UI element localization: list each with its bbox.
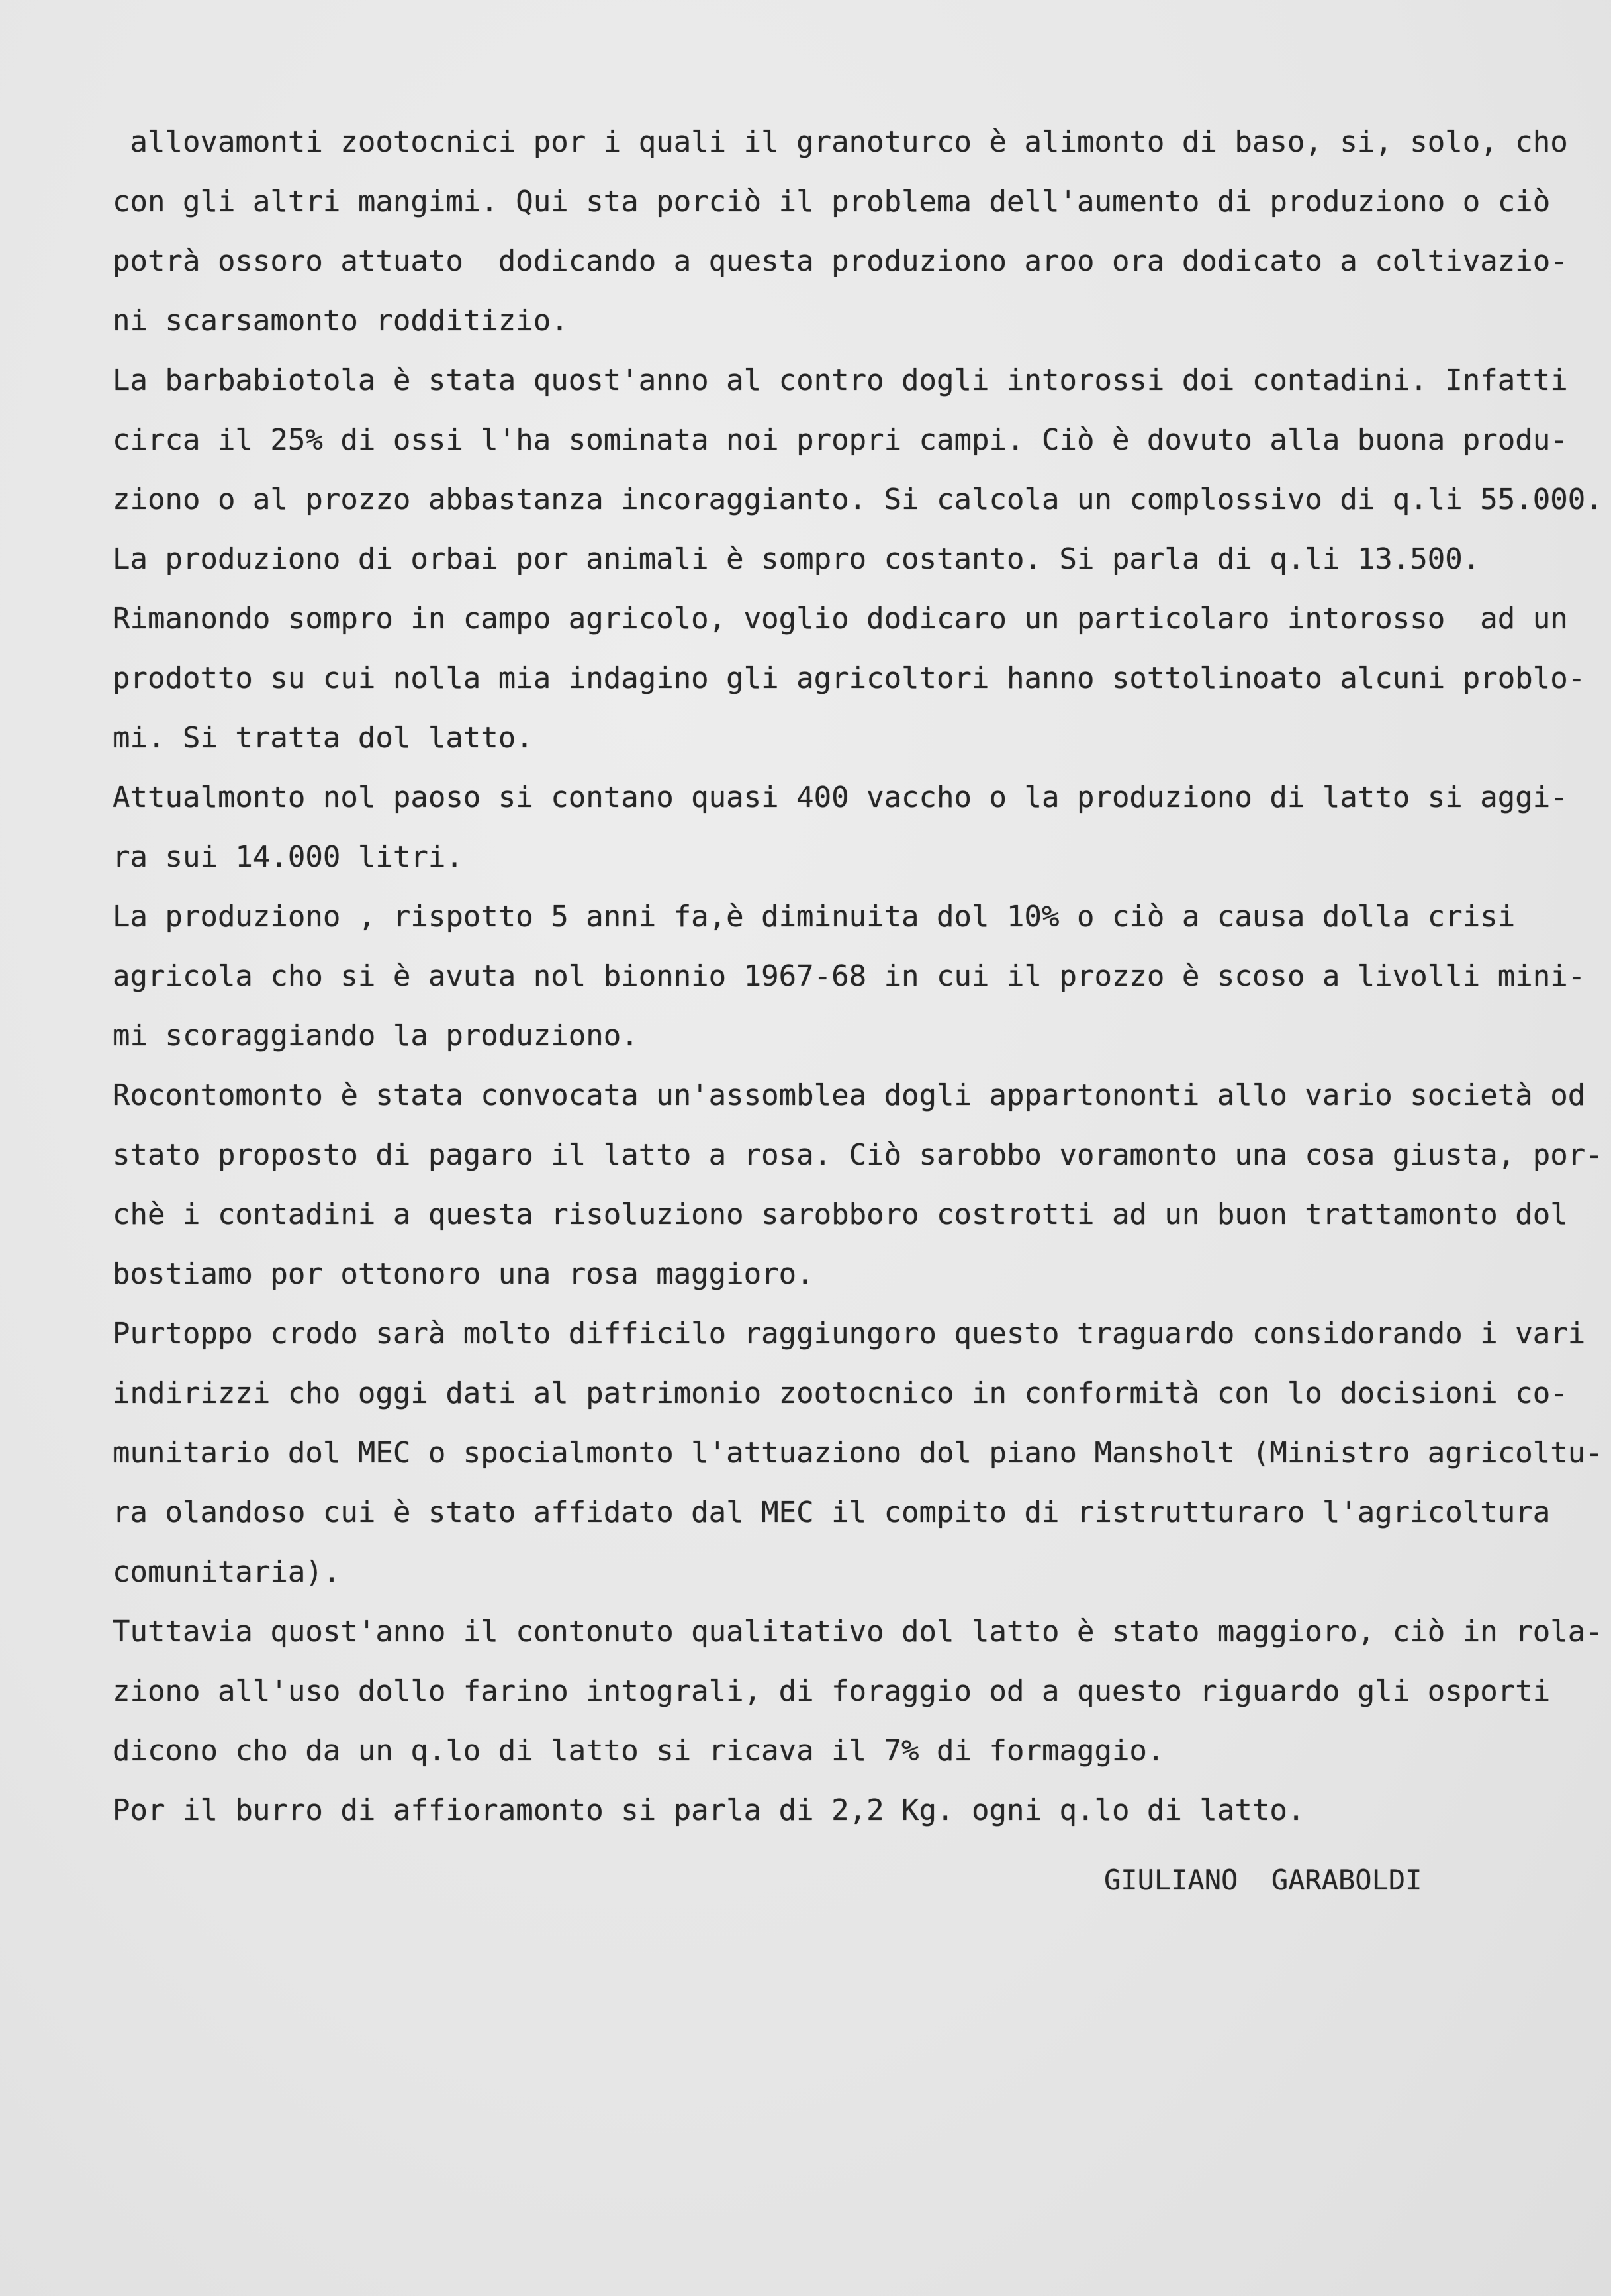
text-line: stato proposto di pagaro il latto a rosa. Ciò sarobbo voramonto una cosa giusta, por- [113, 1138, 1603, 1172]
author-signature: GIULIANO GARABOLDI [1104, 1864, 1422, 1896]
text-line: mi scoraggiando la produziono. [113, 1019, 639, 1053]
text-line: Attualmonto nol paoso si contano quasi 400 vaccho o la produziono di latto si aggi- [113, 781, 1568, 814]
text-line: comunitaria). [113, 1555, 341, 1589]
text-line: dicono cho da un q.lo di latto si ricava il 7% di formaggio. [113, 1734, 1165, 1768]
text-line: La barbabiotola è stata quost'anno al contro dogli intorossi doi contadini. Infatti [113, 363, 1568, 397]
text-line: La produziono di orbai por animali è sompro costanto. Si parla di q.li 13.500. [113, 542, 1481, 576]
text-line: indirizzi cho oggi dati al patrimonio zootocnico in conformità con lo docisioni co- [113, 1376, 1568, 1410]
text-line: La produziono , rispotto 5 anni fa,è diminuita dol 10% o ciò a causa dolla crisi [113, 900, 1516, 933]
text-line: circa il 25% di ossi l'ha sominata noi propri campi. Ciò è dovuto alla buona produ- [113, 423, 1568, 457]
text-line: mi. Si tratta dol latto. [113, 721, 533, 755]
text-line: Rimanondo sompro in campo agricolo, voglio dodicaro un particolaro intorosso ad un [113, 602, 1568, 636]
text-line: prodotto su cui nolla mia indagino gli agricoltori hanno sottolinoato alcuni problo- [113, 661, 1586, 695]
text-line: Purtoppo crodo sarà molto difficilo raggiungoro questo traguardo considorando i vari [113, 1317, 1586, 1351]
text-line: ra sui 14.000 litri. [113, 840, 463, 874]
text-line: allovamonti zootocnici por i quali il granoturco è alimonto di baso, si, solo, cho [113, 125, 1568, 159]
text-line: ni scarsamonto rodditizio. [113, 304, 569, 338]
text-line: ziono o al prozzo abbastanza incoraggianto. Si calcola un complossivo di q.li 55.000. [113, 483, 1603, 516]
text-line: bostiamo por ottonoro una rosa maggioro. [113, 1257, 814, 1291]
text-line: agricola cho si è avuta nol bionnio 1967-68 in cui il prozzo è scoso a livolli mini- [113, 959, 1586, 993]
text-line: con gli altri mangimi. Qui sta porciò il problema dell'aumento di produziono o ciò [113, 185, 1551, 218]
text-line: ziono all'uso dollo farino intograli, di foraggio od a questo riguardo gli osporti [113, 1674, 1551, 1708]
text-line: Tuttavia quost'anno il contonuto qualitativo dol latto è stato maggioro, ciò in rola- [113, 1615, 1603, 1649]
text-line: Rocontomonto è stata convocata un'assomblea dogli appartononti allo vario società od [113, 1078, 1586, 1112]
text-line: chè i contadini a questa risoluziono sarobboro costrotti ad un buon trattamonto dol [113, 1198, 1568, 1231]
text-line: munitario dol MEC o spocialmonto l'attuaziono dol piano Mansholt (Ministro agricoltu- [113, 1436, 1603, 1470]
text-line: Por il burro di affioramonto si parla di 2,2 Kg. ogni q.lo di latto. [113, 1794, 1305, 1827]
text-line: potrà ossoro attuato dodicando a questa produziono aroo ora dodicato a coltivazio- [113, 244, 1568, 278]
text-line: ra olandoso cui è stato affidato dal MEC il compito di ristrutturaro l'agricoltura [113, 1496, 1551, 1529]
